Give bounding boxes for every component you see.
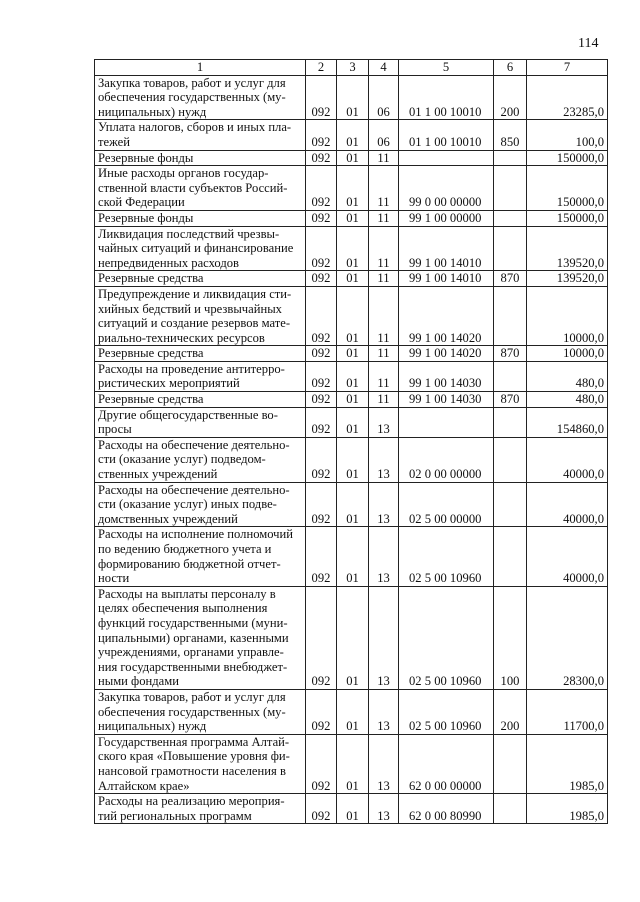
- subsection-code-cell: 13: [369, 794, 399, 824]
- amount-cell: 11700,0: [527, 689, 608, 734]
- row-name-cell: [95, 346, 306, 362]
- section-code-cell: 01: [337, 794, 369, 824]
- ministry-code-cell: 092: [306, 226, 337, 271]
- section-code-cell: 01: [337, 407, 369, 437]
- table-row: [95, 166, 608, 211]
- row-name-text: Государственная программа Алтай- ского края «Повышение уровня фи- нансовой грамотности населения в Алтайском крае»: [98, 734, 290, 793]
- amount-cell: 150000,0: [527, 166, 608, 211]
- section-code-cell: 01: [337, 286, 369, 345]
- row-name-cell: [95, 361, 306, 391]
- table-row: [95, 734, 608, 793]
- amount-cell: 40000,0: [527, 437, 608, 482]
- ministry-code-cell: 092: [306, 437, 337, 482]
- ministry-code-cell: 092: [306, 166, 337, 211]
- expense-type-cell: 870: [494, 392, 527, 408]
- budget-table: [94, 59, 608, 824]
- table-row: [95, 794, 608, 824]
- subsection-code-cell: 13: [369, 734, 399, 793]
- table-row: [95, 226, 608, 271]
- table-row: [95, 210, 608, 226]
- subsection-code-cell: 11: [369, 346, 399, 362]
- subsection-code-cell: 11: [369, 166, 399, 211]
- target-article-cell: 99 1 00 14010: [399, 226, 494, 271]
- row-name-cell: [95, 482, 306, 527]
- ministry-code-cell: 092: [306, 586, 337, 689]
- row-name-cell: [95, 794, 306, 824]
- section-code-cell: 01: [337, 120, 369, 150]
- expense-type-cell: 870: [494, 346, 527, 362]
- row-name-text: Закупка товаров, работ и услуг для обеспечения государственных (му- ниципальных) нужд: [98, 689, 286, 734]
- row-name-text: Ликвидация последствий чрезвы- чайных ситуаций и финансирование непредвиденных расходов: [98, 226, 294, 270]
- ministry-code-cell: 092: [306, 482, 337, 527]
- amount-cell: 480,0: [527, 361, 608, 391]
- target-article-cell: [399, 407, 494, 437]
- section-code-cell: 01: [337, 437, 369, 482]
- row-name-cell: [95, 286, 306, 345]
- section-code-cell: 01: [337, 392, 369, 408]
- ministry-code-cell: 092: [306, 120, 337, 150]
- target-article-cell: 99 0 00 00000: [399, 166, 494, 211]
- row-name-text: Резервные фонды: [98, 210, 194, 225]
- ministry-code-cell: 092: [306, 210, 337, 226]
- row-name-text: Расходы на исполнение полномочий по ведению бюджетного учета и формированию бюджетной отчет- ности: [98, 527, 293, 586]
- amount-cell: 100,0: [527, 120, 608, 150]
- row-name-cell: [95, 734, 306, 793]
- row-name-text: Предупреждение и ликвидация сти- хийных бедствий и чрезвычайных ситуаций и создание резервов мате- риально-технических ресурсов: [98, 286, 292, 345]
- row-name-text: Расходы на обеспечение деятельно- сти (оказание услуг) подведом- ственных учреждений: [98, 437, 290, 482]
- section-code-cell: 01: [337, 734, 369, 793]
- section-code-cell: 01: [337, 527, 369, 586]
- expense-type-cell: [494, 286, 527, 345]
- subsection-code-cell: 11: [369, 210, 399, 226]
- row-name-cell: [95, 210, 306, 226]
- expense-type-cell: [494, 794, 527, 824]
- section-code-cell: 01: [337, 150, 369, 166]
- section-code-cell: 01: [337, 482, 369, 527]
- expense-type-cell: [494, 407, 527, 437]
- subsection-code-cell: 11: [369, 392, 399, 408]
- subsection-code-cell: 11: [369, 361, 399, 391]
- amount-cell: 154860,0: [527, 407, 608, 437]
- expense-type-cell: [494, 527, 527, 586]
- row-name-cell: [95, 150, 306, 166]
- row-name-cell: [95, 437, 306, 482]
- expense-type-cell: 200: [494, 75, 527, 120]
- subsection-code-cell: 06: [369, 120, 399, 150]
- row-name-text: Резервные фонды: [98, 150, 194, 165]
- target-article-cell: 62 0 00 80990: [399, 794, 494, 824]
- target-article-cell: 02 5 00 10960: [399, 689, 494, 734]
- amount-cell: 40000,0: [527, 527, 608, 586]
- table-row: [95, 407, 608, 437]
- table-row: [95, 271, 608, 287]
- row-name-text: Резервные средства: [98, 346, 204, 361]
- expense-type-cell: [494, 482, 527, 527]
- page-number: 114: [578, 36, 599, 51]
- target-article-cell: [399, 150, 494, 166]
- amount-cell: 139520,0: [527, 226, 608, 271]
- ministry-code-cell: 092: [306, 361, 337, 391]
- table-header-row: [95, 60, 608, 76]
- expense-type-cell: 850: [494, 120, 527, 150]
- table-row: [95, 527, 608, 586]
- expense-type-cell: [494, 166, 527, 211]
- expense-type-cell: [494, 150, 527, 166]
- header-cell: 6: [494, 60, 527, 76]
- target-article-cell: 99 1 00 14030: [399, 361, 494, 391]
- amount-cell: 150000,0: [527, 150, 608, 166]
- expense-type-cell: [494, 734, 527, 793]
- ministry-code-cell: 092: [306, 150, 337, 166]
- target-article-cell: 01 1 00 10010: [399, 75, 494, 120]
- table-row: [95, 437, 608, 482]
- table-row: [95, 482, 608, 527]
- ministry-code-cell: 092: [306, 734, 337, 793]
- section-code-cell: 01: [337, 689, 369, 734]
- table-row: [95, 150, 608, 166]
- row-name-text: Иные расходы органов государ- ственной власти субъектов Россий- ской Федерации: [98, 166, 288, 210]
- ministry-code-cell: 092: [306, 407, 337, 437]
- expense-type-cell: 100: [494, 586, 527, 689]
- target-article-cell: 99 1 00 14010: [399, 271, 494, 287]
- row-name-cell: [95, 586, 306, 689]
- section-code-cell: 01: [337, 210, 369, 226]
- row-name-cell: [95, 226, 306, 271]
- expense-type-cell: [494, 210, 527, 226]
- amount-cell: 139520,0: [527, 271, 608, 287]
- subsection-code-cell: 11: [369, 286, 399, 345]
- target-article-cell: 99 1 00 14030: [399, 392, 494, 408]
- section-code-cell: 01: [337, 346, 369, 362]
- amount-cell: 40000,0: [527, 482, 608, 527]
- section-code-cell: 01: [337, 75, 369, 120]
- ministry-code-cell: 092: [306, 271, 337, 287]
- ministry-code-cell: 092: [306, 689, 337, 734]
- table-row: [95, 689, 608, 734]
- subsection-code-cell: 13: [369, 586, 399, 689]
- target-article-cell: 99 1 00 14020: [399, 286, 494, 345]
- section-code-cell: 01: [337, 586, 369, 689]
- target-article-cell: 01 1 00 10010: [399, 120, 494, 150]
- row-name-cell: [95, 75, 306, 120]
- ministry-code-cell: 092: [306, 527, 337, 586]
- table-row: [95, 586, 608, 689]
- table-row: [95, 120, 608, 150]
- row-name-cell: [95, 689, 306, 734]
- row-name-text: Другие общегосударственные во- просы: [98, 407, 278, 437]
- target-article-cell: 99 1 00 14020: [399, 346, 494, 362]
- row-name-text: Расходы на реализацию мероприя- тий региональных программ: [98, 794, 285, 823]
- row-name-text: Расходы на обеспечение деятельно- сти (оказание услуг) иных подве- домственных учреждений: [98, 482, 290, 526]
- section-code-cell: 01: [337, 226, 369, 271]
- amount-cell: 150000,0: [527, 210, 608, 226]
- section-code-cell: 01: [337, 166, 369, 211]
- target-article-cell: 02 5 00 00000: [399, 482, 494, 527]
- row-name-cell: [95, 527, 306, 586]
- subsection-code-cell: 11: [369, 271, 399, 287]
- expense-type-cell: [494, 361, 527, 391]
- subsection-code-cell: 13: [369, 437, 399, 482]
- amount-cell: 28300,0: [527, 586, 608, 689]
- ministry-code-cell: 092: [306, 794, 337, 824]
- amount-cell: 23285,0: [527, 75, 608, 120]
- header-cell: 5: [399, 60, 494, 76]
- subsection-code-cell: 06: [369, 75, 399, 120]
- header-cell: 1: [95, 60, 306, 76]
- row-name-text: Расходы на проведение антитерро- ристических мероприятий: [98, 361, 285, 391]
- section-code-cell: 01: [337, 361, 369, 391]
- amount-cell: 1985,0: [527, 734, 608, 793]
- target-article-cell: 02 5 00 10960: [399, 586, 494, 689]
- subsection-code-cell: 13: [369, 527, 399, 586]
- ministry-code-cell: 092: [306, 286, 337, 345]
- row-name-text: Закупка товаров, работ и услуг для обеспечения государственных (му- ниципальных) нужд: [98, 75, 286, 119]
- amount-cell: 1985,0: [527, 794, 608, 824]
- ministry-code-cell: 092: [306, 346, 337, 362]
- row-name-text: Резервные средства: [98, 392, 204, 407]
- row-name-cell: [95, 166, 306, 211]
- amount-cell: 480,0: [527, 392, 608, 408]
- subsection-code-cell: 13: [369, 482, 399, 527]
- row-name-cell: [95, 392, 306, 408]
- target-article-cell: 02 5 00 10960: [399, 527, 494, 586]
- subsection-code-cell: 13: [369, 689, 399, 734]
- subsection-code-cell: 11: [369, 226, 399, 271]
- table-row: [95, 75, 608, 120]
- table-row: [95, 361, 608, 391]
- section-code-cell: 01: [337, 271, 369, 287]
- target-article-cell: 62 0 00 00000: [399, 734, 494, 793]
- table-row: [95, 346, 608, 362]
- table-row: [95, 286, 608, 345]
- header-cell: 4: [369, 60, 399, 76]
- subsection-code-cell: 11: [369, 150, 399, 166]
- header-cell: 7: [527, 60, 608, 76]
- expense-type-cell: [494, 437, 527, 482]
- header-cell: 2: [306, 60, 337, 76]
- target-article-cell: 02 0 00 00000: [399, 437, 494, 482]
- target-article-cell: 99 1 00 00000: [399, 210, 494, 226]
- row-name-cell: [95, 120, 306, 150]
- subsection-code-cell: 13: [369, 407, 399, 437]
- row-name-text: Уплата налогов, сборов и иных пла- тежей: [98, 120, 292, 149]
- ministry-code-cell: 092: [306, 75, 337, 120]
- amount-cell: 10000,0: [527, 346, 608, 362]
- ministry-code-cell: 092: [306, 392, 337, 408]
- row-name-cell: [95, 407, 306, 437]
- row-name-text: Резервные средства: [98, 271, 204, 286]
- amount-cell: 10000,0: [527, 286, 608, 345]
- table-row: [95, 392, 608, 408]
- row-name-text: Расходы на выплаты персоналу в целях обеспечения выполнения функций государственными (муни- ципальными) органами, казенными учреждениями, органами управле- ния государственными внебюджет- ными фондами: [98, 586, 289, 689]
- expense-type-cell: 870: [494, 271, 527, 287]
- header-cell: 3: [337, 60, 369, 76]
- expense-type-cell: [494, 226, 527, 271]
- expense-type-cell: 200: [494, 689, 527, 734]
- row-name-cell: [95, 271, 306, 287]
